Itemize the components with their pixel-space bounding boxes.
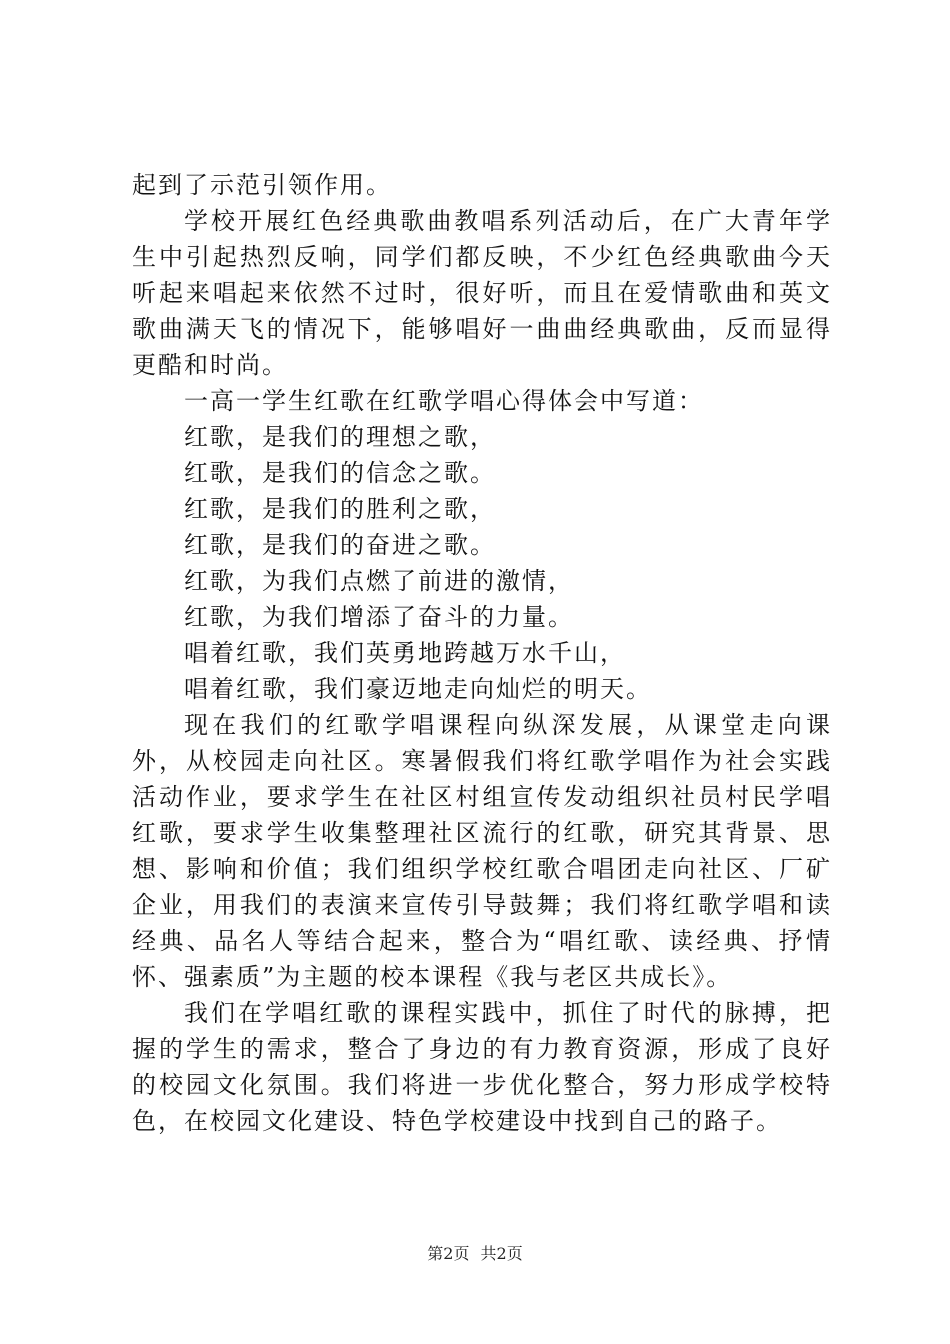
paragraph-0: 起到了示范引领作用。	[132, 171, 392, 199]
poem-line-4: 红歌，是我们的奋进之歌。	[184, 531, 496, 559]
paragraph-1: 学校开展红色经典歌曲教唱系列活动后，在广大青年学生中引起热烈反响，同学们都反映，不少红色经典歌曲今天听起来唱起来依然不过时，很好听，而且在爱情歌曲和英文歌曲满天飞的情况下，能够唱好一曲曲经典歌曲，反而显得更酷和时尚。	[132, 207, 832, 379]
poem-line-2: 红歌，是我们的信念之歌。	[184, 459, 496, 487]
page-total: 共2页	[480, 1244, 523, 1263]
document-body	[132, 167, 832, 1139]
page-footer	[0, 1243, 950, 1265]
paragraph-2: 一高一学生红歌在红歌学唱心得体会中写道：	[184, 387, 704, 415]
poem-line-3: 红歌，是我们的胜利之歌，	[184, 495, 496, 523]
poem-line-1: 红歌，是我们的理想之歌，	[184, 423, 496, 451]
page-number: 第2页	[427, 1244, 470, 1263]
paragraph-12: 我们在学唱红歌的课程实践中，抓住了时代的脉搏，把握的学生的需求，整合了身边的有力教育资源，形成了良好的校园文化氛围。我们将进一步优化整合，努力形成学校特色，在校园文化建设、特色学校建设中找到自己的路子。	[132, 999, 832, 1135]
paragraph-11: 现在我们的红歌学唱课程向纵深发展，从课堂走向课外，从校园走向社区。寒暑假我们将红歌学唱作为社会实践活动作业，要求学生在社区村组宣传发动组织社员村民学唱红歌，要求学生收集整理社区流行的红歌，研究其背景、思想、影响和价值；我们组织学校红歌合唱团走向社区、厂矿企业，用我们的表演来宣传引导鼓舞；我们将红歌学唱和读经典、品名人等结合起来，整合为“唱红歌、读经典、抒情怀、强素质”为主题的校本课程《我与老区共成长》。	[132, 711, 832, 991]
poem-line-8: 唱着红歌，我们豪迈地走向灿烂的明天。	[184, 675, 652, 703]
poem-line-7: 唱着红歌，我们英勇地跨越万水千山，	[184, 639, 626, 667]
poem-line-6: 红歌，为我们增添了奋斗的力量。	[184, 603, 574, 631]
poem-line-5: 红歌，为我们点燃了前进的激情，	[184, 567, 574, 595]
